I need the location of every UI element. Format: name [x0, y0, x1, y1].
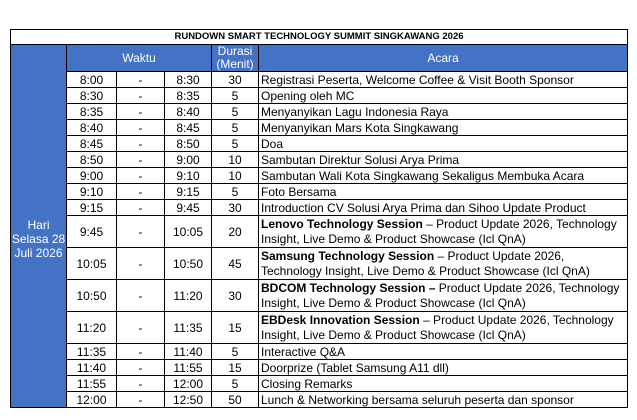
event-description: Menyanyikan Lagu Indonesia Raya [261, 104, 449, 119]
event-cell [259, 344, 628, 360]
event-cell [259, 360, 628, 376]
start-time: 9:45 [67, 216, 117, 248]
schedule-row [11, 312, 628, 344]
rundown-table [10, 29, 628, 408]
end-time: 8:30 [165, 72, 212, 88]
schedule-row [11, 72, 628, 88]
start-time: 10:05 [67, 248, 117, 280]
duration: 5 [212, 104, 259, 120]
duration: 30 [212, 280, 259, 312]
event-description: Sambutan Wali Kota Singkawang Sekaligus Membuka Acara [261, 168, 585, 183]
time-separator: - [117, 104, 165, 120]
end-time: 8:45 [165, 120, 212, 136]
time-separator: - [117, 344, 165, 360]
duration: 30 [212, 72, 259, 88]
event-description: Closing Remarks [261, 376, 353, 391]
event-description: – Product Update 2026, Technology Insight, Live Demo & Product Showcase (Icl QnA) [261, 248, 590, 278]
duration: 5 [212, 136, 259, 152]
duration: 5 [212, 184, 259, 200]
time-separator: - [117, 216, 165, 248]
duration: 5 [212, 120, 259, 136]
duration: 5 [212, 88, 259, 104]
event-cell [259, 168, 628, 184]
end-time: 8:50 [165, 136, 212, 152]
event-description: Doorprize (Tablet Samsung A11 dll) [261, 360, 449, 375]
event-description: Sambutan Direktur Solusi Arya Prima [261, 152, 460, 167]
start-time: 8:30 [67, 88, 117, 104]
event-cell [259, 248, 628, 280]
end-time: 11:40 [165, 344, 212, 360]
event-description: Registrasi Peserta, Welcome Coffee & Visit Booth Sponsor [261, 72, 574, 87]
rundown-body [11, 30, 628, 408]
event-description: Product Update 2026, Technology Insight, Live Demo & Product Showcase (Icl QnA) [261, 280, 620, 310]
schedule-row [11, 344, 628, 360]
event-cell [259, 152, 628, 168]
header-row [11, 45, 628, 72]
title-row [11, 30, 628, 45]
start-time: 11:20 [67, 312, 117, 344]
schedule-row [11, 248, 628, 280]
end-time: 9:15 [165, 184, 212, 200]
time-separator: - [117, 168, 165, 184]
header-acara: Acara [259, 45, 628, 72]
event-cell [259, 200, 628, 216]
time-separator: - [117, 136, 165, 152]
schedule-row [11, 120, 628, 136]
header-durasi: Durasi (Menit) [212, 45, 259, 72]
time-separator: - [117, 312, 165, 344]
schedule-row [11, 200, 628, 216]
event-description: Lunch & Networking bersama seluruh peserta dan sponsor [261, 392, 574, 407]
start-time: 11:40 [67, 360, 117, 376]
event-cell [259, 136, 628, 152]
event-description: – Product Update 2026, Technology Insight, Live Demo & Product Showcase (Icl QnA) [261, 312, 614, 342]
event-cell [259, 216, 628, 248]
start-time: 12:00 [67, 392, 117, 408]
schedule-row [11, 184, 628, 200]
event-cell [259, 184, 628, 200]
schedule-row [11, 136, 628, 152]
end-time: 10:50 [165, 248, 212, 280]
start-time: 9:00 [67, 168, 117, 184]
schedule-row [11, 392, 628, 408]
start-time: 8:45 [67, 136, 117, 152]
time-separator: - [117, 280, 165, 312]
end-time: 9:10 [165, 168, 212, 184]
start-time: 11:35 [67, 344, 117, 360]
duration: 10 [212, 152, 259, 168]
time-separator: - [117, 248, 165, 280]
event-cell [259, 376, 628, 392]
end-time: 10:05 [165, 216, 212, 248]
time-separator: - [117, 120, 165, 136]
end-time: 9:45 [165, 200, 212, 216]
end-time: 11:35 [165, 312, 212, 344]
duration: 20 [212, 216, 259, 248]
sheet-title: RUNDOWN SMART TECHNOLOGY SUMMIT SINGKAWANG 2026 [11, 30, 628, 45]
session-title: Lenovo Technology Session [261, 216, 423, 231]
end-time: 11:20 [165, 280, 212, 312]
start-time: 8:35 [67, 104, 117, 120]
time-separator: - [117, 72, 165, 88]
time-separator: - [117, 376, 165, 392]
header-corner [11, 45, 67, 72]
end-time: 9:00 [165, 152, 212, 168]
event-cell [259, 104, 628, 120]
time-separator: - [117, 200, 165, 216]
start-time: 11:55 [67, 376, 117, 392]
end-time: 8:35 [165, 88, 212, 104]
schedule-row [11, 152, 628, 168]
header-waktu: Waktu [67, 45, 212, 72]
schedule-row [11, 360, 628, 376]
event-description: Foto Bersama [261, 184, 337, 199]
schedule-row [11, 216, 628, 248]
time-separator: - [117, 360, 165, 376]
schedule-row [11, 168, 628, 184]
start-time: 8:40 [67, 120, 117, 136]
schedule-row [11, 280, 628, 312]
event-description: – Product Update 2026, Technology Insight, Live Demo & Product Showcase (Icl QnA) [261, 216, 617, 246]
duration: 50 [212, 392, 259, 408]
start-time: 9:15 [67, 200, 117, 216]
event-cell [259, 392, 628, 408]
event-cell [259, 280, 628, 312]
session-title: EBDesk Innovation Session [261, 312, 420, 327]
day-label: Hari Selasa 28 Juli 2026 [11, 72, 67, 408]
event-cell [259, 312, 628, 344]
schedule-row [11, 376, 628, 392]
event-description: Menyanyikan Mars Kota Singkawang [261, 120, 459, 135]
duration: 5 [212, 376, 259, 392]
schedule-row [11, 104, 628, 120]
time-separator: - [117, 184, 165, 200]
end-time: 11:55 [165, 360, 212, 376]
start-time: 8:50 [67, 152, 117, 168]
event-description: Doa [261, 136, 284, 151]
duration: 15 [212, 360, 259, 376]
event-cell [259, 120, 628, 136]
event-description: Interactive Q&A [261, 344, 346, 359]
time-separator: - [117, 392, 165, 408]
duration: 45 [212, 248, 259, 280]
time-separator: - [117, 88, 165, 104]
start-time: 10:50 [67, 280, 117, 312]
duration: 10 [212, 168, 259, 184]
event-description: Introduction CV Solusi Arya Prima dan Sihoo Update Product [261, 200, 586, 215]
duration: 5 [212, 344, 259, 360]
event-cell [259, 88, 628, 104]
event-description: Opening oleh MC [261, 88, 355, 103]
session-title: BDCOM Technology Session – [261, 280, 436, 295]
time-separator: - [117, 152, 165, 168]
end-time: 12:50 [165, 392, 212, 408]
duration: 15 [212, 312, 259, 344]
end-time: 12:00 [165, 376, 212, 392]
duration: 30 [212, 200, 259, 216]
start-time: 9:10 [67, 184, 117, 200]
event-cell [259, 72, 628, 88]
start-time: 8:00 [67, 72, 117, 88]
end-time: 8:40 [165, 104, 212, 120]
schedule-row [11, 88, 628, 104]
session-title: Samsung Technology Session [261, 248, 435, 263]
